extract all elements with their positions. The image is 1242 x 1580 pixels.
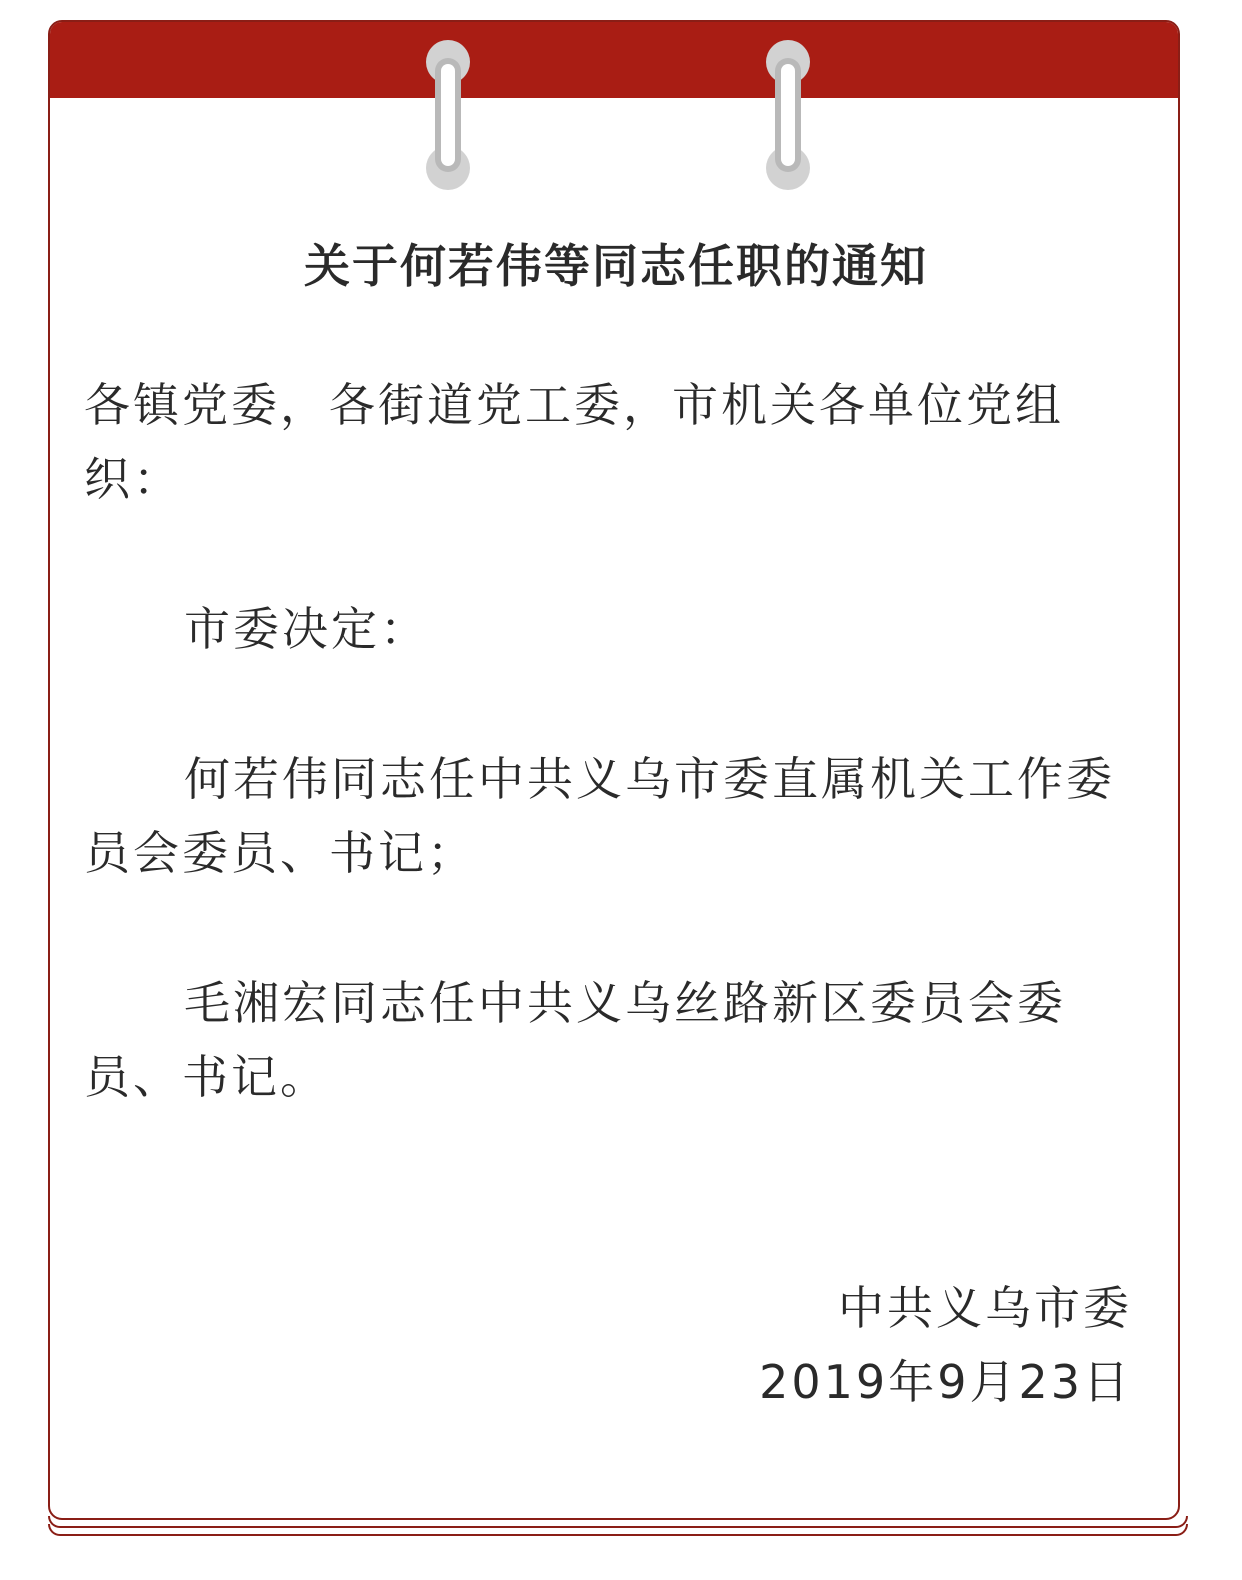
calendar-header-band xyxy=(50,22,1178,98)
signature-issuer: 中共义乌市委 xyxy=(838,1281,1132,1335)
salutation: 各镇党委，各街道党工委，市机关各单位党组织： xyxy=(84,378,1064,506)
appointment-paragraph-1: 何若伟同志任中共义乌市委直属机关工作委员会委员、书记； xyxy=(84,752,1115,880)
signature-date: 2019年9月23日 xyxy=(759,1355,1132,1409)
binder-ring-right-icon xyxy=(766,40,810,190)
binder-ring-left-icon xyxy=(426,40,470,190)
appointment-paragraph-2: 毛湘宏同志任中共义乌丝路新区委员会委员、书记。 xyxy=(84,976,1066,1104)
notice-card xyxy=(48,20,1180,1520)
document-title: 关于何若伟等同志任职的通知 xyxy=(304,239,928,293)
decision-intro: 市委决定： xyxy=(184,602,429,656)
